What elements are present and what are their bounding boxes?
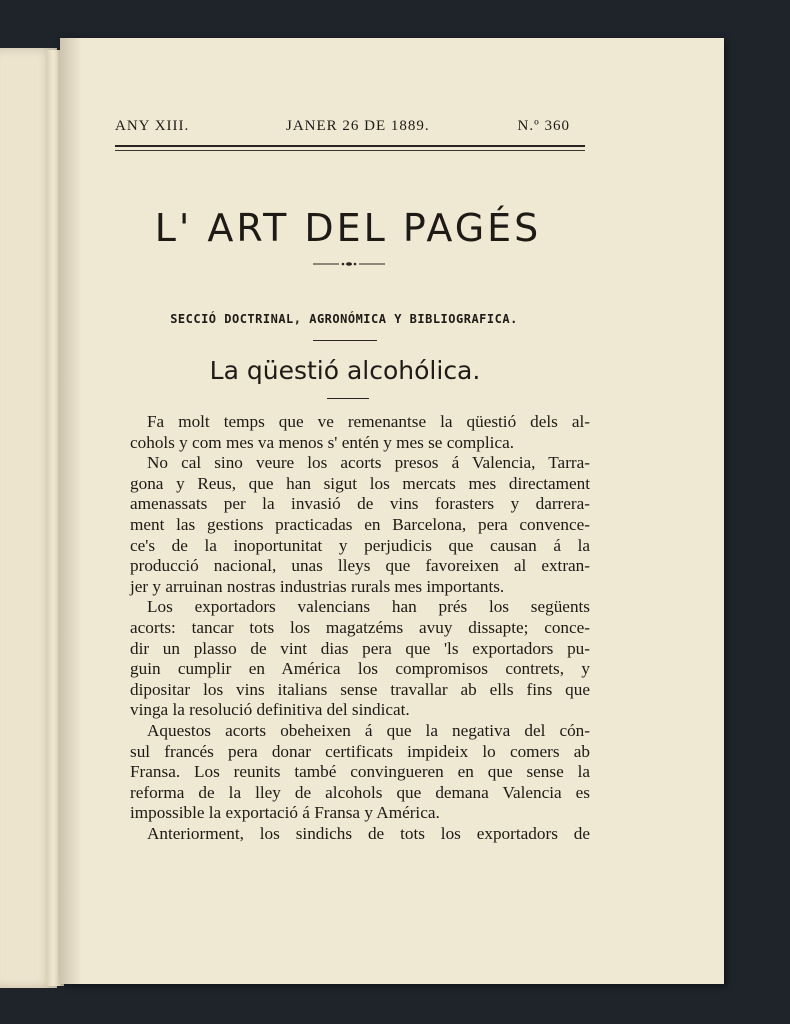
body-line: dipositar los vins italians sense travallar ab ells fins que <box>130 679 590 699</box>
body-line: ce's de la inoportunitat y perjudicis que causan á la <box>130 535 590 555</box>
page-shadow <box>60 38 82 984</box>
body-line: dir un plasso de vint dias pera que 'ls exportadors pu- <box>130 638 590 658</box>
masthead-title: L' ART DEL PAGÉS <box>154 206 542 250</box>
section-title: SECCIÓ DOCTRINAL, AGRONÓMICA Y BIBLIOGRAFICA. <box>170 312 518 326</box>
running-header <box>115 118 570 140</box>
body-line: Anteriorment, los sindichs de tots los exportadors de <box>147 823 590 843</box>
body-line: amenassats per la invasió de vins forasters y darrera- <box>130 494 590 514</box>
body-line: reforma de la lley de alcohols que demana Valencia es <box>130 782 590 802</box>
title-rule <box>327 398 369 399</box>
body-line: cohols y com mes va menos s' entén y mes se complica. <box>130 432 514 452</box>
body-line: Aquestos acorts obeheixen á que la negativa del cón- <box>147 720 590 740</box>
header-date: JANER 26 DE 1889. <box>286 118 430 134</box>
header-rule-thin <box>115 150 585 151</box>
body-line: Los exportadors valencians han prés los següents <box>147 597 590 617</box>
header-number: N.º 360 <box>517 118 570 134</box>
body-line: acorts: tancar tots los magatzéms avuy dissapte; conce- <box>130 617 590 637</box>
body-line: No cal sino veure los acorts presos á Valencia, Tarra- <box>147 453 590 473</box>
body-line: gona y Reus, que han sigut los mercats mes directament <box>130 473 590 493</box>
header-rule-thick <box>115 145 585 147</box>
body-line: jer y arruinan nostras industrias rurals mes importants. <box>130 576 505 596</box>
body-line: guin cumplir en América los compromisos contrets, y <box>130 659 590 679</box>
body-line: Fransa. Los reunits també convingueren en que sense la <box>130 762 590 782</box>
header-year: ANY XIII. <box>115 118 190 134</box>
body-line: ment las gestions practicadas en Barcelona, pera convence- <box>130 514 590 534</box>
body-line: impossible la exportació á Fransa y América. <box>130 803 440 823</box>
body-line: sul francés pera donar certificats impideix lo comers ab <box>130 741 590 761</box>
document-page <box>60 38 724 984</box>
article-title: La qüestió alcohólica. <box>209 356 481 385</box>
ornament-divider <box>313 261 385 267</box>
body-line: producció nacional, unas lleys que favoreixen al extran- <box>130 556 590 576</box>
body-line: Fa molt temps que ve remenantse la qüestió dels al- <box>147 412 590 431</box>
section-rule <box>313 340 377 341</box>
article-body <box>130 412 590 844</box>
body-line: vinga la resolució definitiva del sindicat. <box>130 700 410 720</box>
